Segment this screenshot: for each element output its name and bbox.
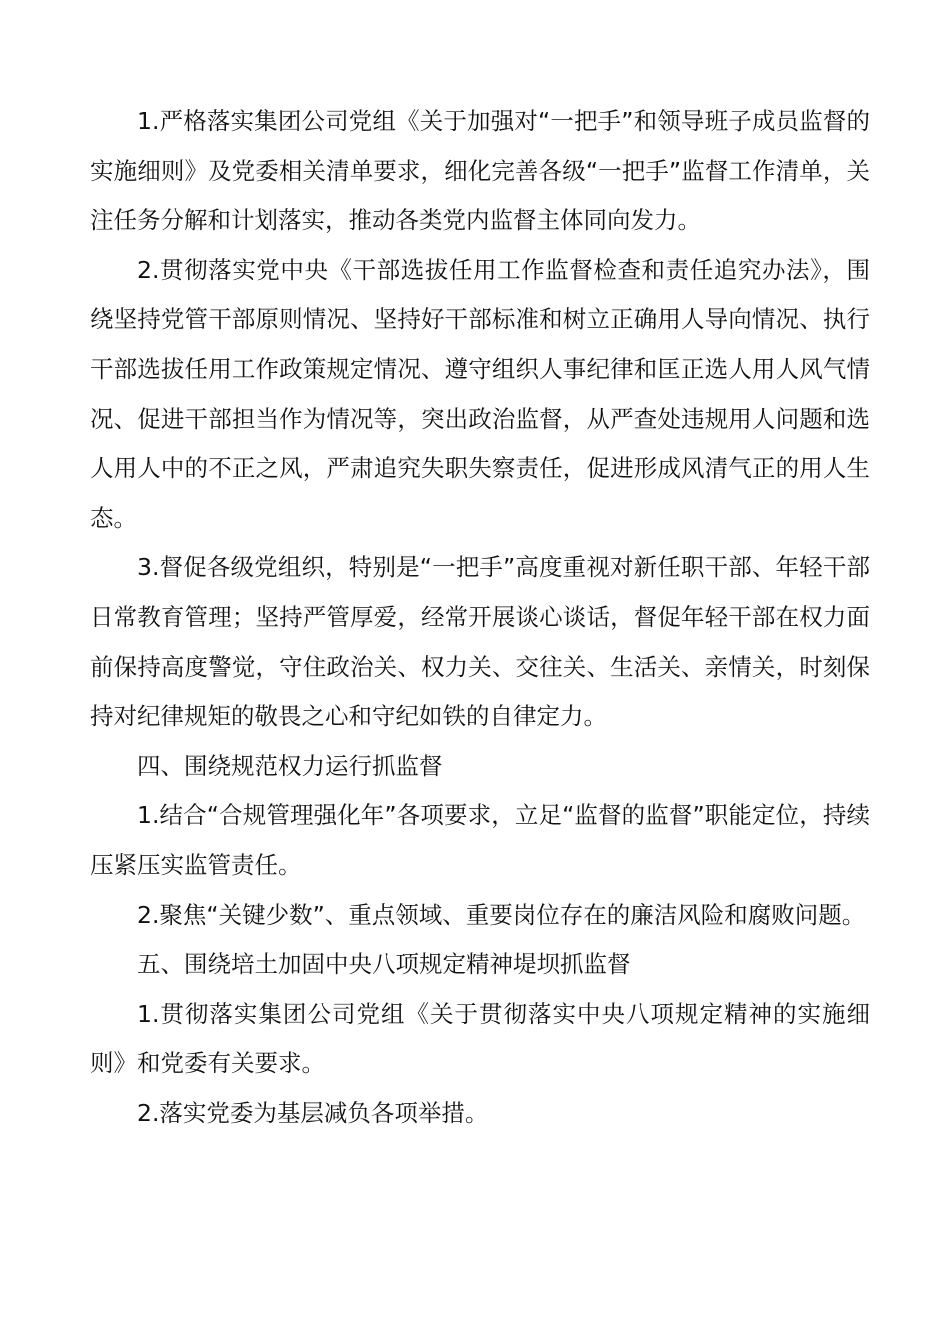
- paragraph-3: 3.督促各级党组织，特别是“一把手”高度重视对新任职干部、年轻干部日常教育管理；坚持严管厚爱，经常开展谈心谈话，督促年轻干部在权力面前保持高度警觉，守住政治关、权力关、交往关、生活关、亲情关，时刻保持对纪律规矩的敬畏之心和守纪如铁的自律定力。: [90, 553, 870, 731]
- paragraph-1: 1.严格落实集团公司党组《关于加强对“一把手”和领导班子成员监督的实施细则》及党委相关清单要求，细化完善各级“一把手”监督工作清单，关注任务分解和计划落实，推动各类党内监督主体同向发力。: [90, 107, 870, 235]
- section-heading-4: 四、围绕规范权力运行抓监督: [137, 751, 443, 780]
- paragraph-4-2: 2.聚焦“关键少数”、重点领域、重要岗位存在的廉洁风险和腐败问题。: [137, 900, 866, 929]
- section-heading-5: 五、围绕培土加固中央八项规定精神堤坝抓监督: [137, 950, 631, 979]
- document-body: [90, 97, 870, 1138]
- paragraph-5-1: 1.贯彻落实集团公司党组《关于贯彻落实中央八项规定精神的实施细则》和党委有关要求。: [90, 999, 870, 1078]
- paragraph-5-2: 2.落实党委为基层减负各项举措。: [137, 1098, 489, 1127]
- paragraph-4-1: 1.结合“合规管理强化年”各项要求，立足“监督的监督”职能定位，持续压紧压实监管责任。: [90, 801, 870, 879]
- paragraph-2: 2.贯彻落实党中央《干部选拔任用工作监督检查和责任追究办法》，围绕坚持党管干部原则情况、坚持好干部标准和树立正确用人导向情况、执行干部选拔任用工作政策规定情况、遵守组织人事纪律和匡正选人用人风气情况、促进干部担当作为情况等，突出政治监督，从严查处违规用人问题和选人用人中的不正之风，严肃追究失职失察责任，促进形成风清气正的用人生态。: [90, 255, 870, 532]
